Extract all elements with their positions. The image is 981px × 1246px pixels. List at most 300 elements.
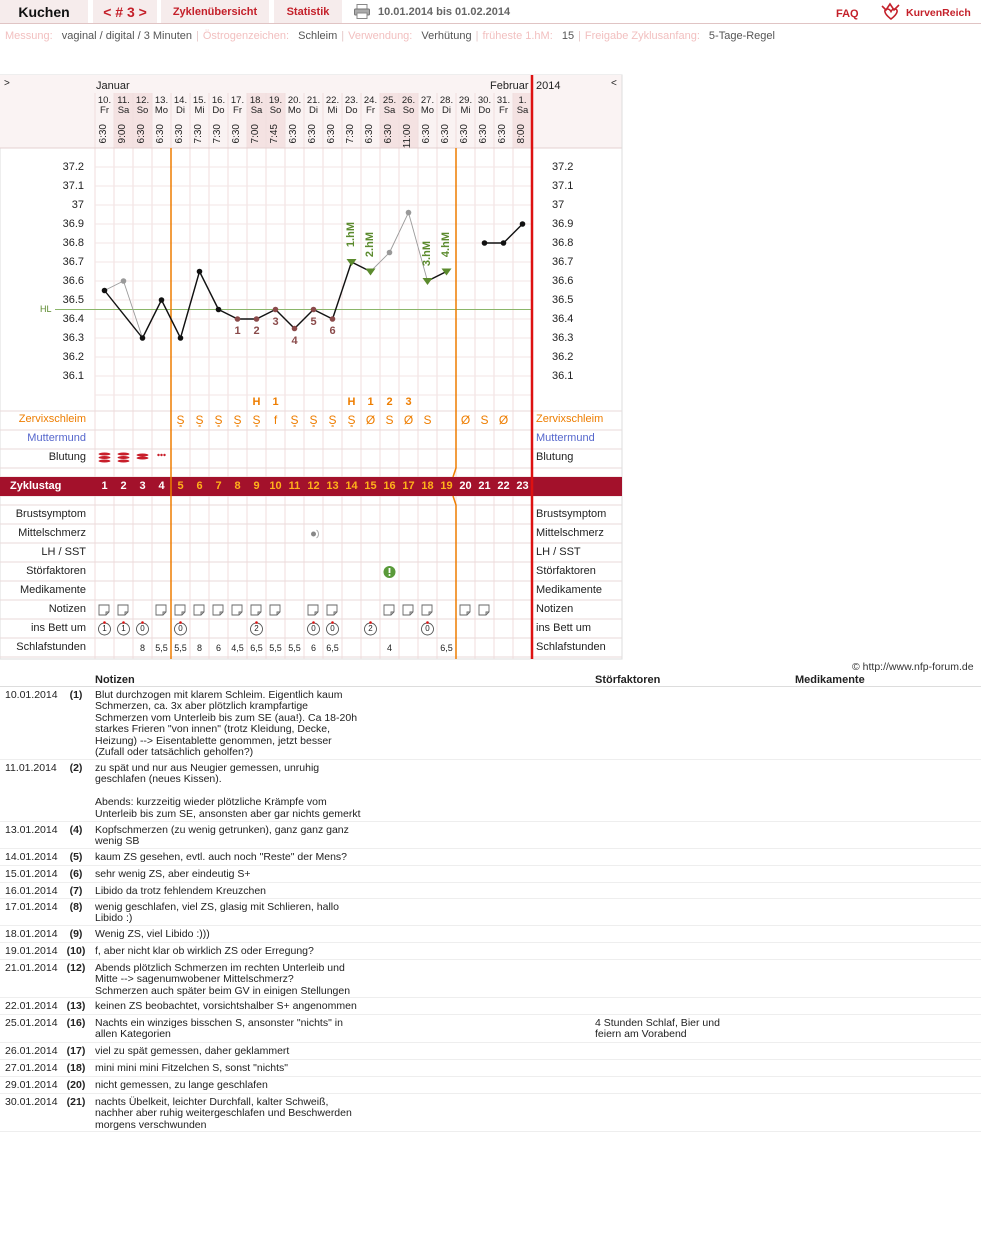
- note-icon-shape: [422, 605, 432, 615]
- note-text: Blut durchzogen mit klarem Schleim. Eigentlich kaum Schmerzen, ca. 3x aber plötzlich krampfartige Schmerzen vom Unterleib bis zum SE (aua!). Ca 18-20h starkes Frieren "von innen" (trotz Kleidung, Decke, Heizung) --> Eisentablette genommen, jetzt besser (Zufall oder tatsächlich geholfen?): [95, 689, 358, 759]
- cycle-day-number: 3: [139, 480, 146, 492]
- lower-measurement-label: 4: [291, 334, 298, 347]
- peak-day-mark: 1: [367, 396, 374, 408]
- y-tick-right: 36.8: [552, 237, 574, 249]
- note-date: 17.01.2014: [5, 901, 58, 913]
- note-cycle-day: (2): [69, 762, 83, 774]
- note-date: 29.01.2014: [5, 1079, 58, 1091]
- cycle-day-number: 14: [345, 480, 358, 492]
- note-icon: [479, 605, 489, 615]
- y-tick-left: 36.6: [62, 275, 84, 287]
- note-row: [0, 943, 981, 960]
- higher-measurement-label: 4.hM: [439, 231, 452, 257]
- row-label-brust: Brustsymptom: [15, 508, 86, 520]
- app-title: Kuchen: [18, 3, 70, 20]
- mucus-symbol: Ø: [460, 413, 471, 427]
- y-tick-right: 37.1: [552, 180, 574, 192]
- note-icon-shape: [232, 605, 242, 615]
- info-value: Verhütung: [418, 30, 472, 42]
- measure-time: 6:30: [459, 124, 470, 144]
- note-text: Kopfschmerzen (zu wenig getrunken), ganz ganz ganz wenig SB: [95, 824, 349, 848]
- temperature-point: [482, 240, 488, 246]
- cycle-nav[interactable]: < # 3 >: [93, 0, 157, 23]
- mucus-symbol: Ø: [498, 413, 509, 427]
- note-date: 19.01.2014: [5, 945, 58, 957]
- note-row: [0, 1060, 981, 1077]
- mucus-symbol: S̥: [309, 413, 318, 427]
- note-icon: [270, 605, 280, 615]
- note-icon: [403, 605, 413, 615]
- chart-nav-next[interactable]: <: [611, 78, 617, 89]
- notes-header: Notizen: [95, 674, 135, 686]
- day-date: 15.: [192, 95, 207, 106]
- sleep-hours: 6: [215, 643, 221, 653]
- y-tick-right: 36.3: [552, 332, 574, 344]
- row-label-bett: ins Bett um: [30, 622, 86, 634]
- day-weekday: Di: [176, 105, 185, 116]
- day-date: 1.: [518, 95, 527, 106]
- note-icon-shape: [156, 605, 166, 615]
- y-tick-left: 36.8: [62, 237, 84, 249]
- note-date: 18.01.2014: [5, 928, 58, 940]
- note-date: 10.01.2014: [5, 689, 58, 701]
- cycle-day-number: 19: [440, 480, 453, 492]
- day-date: 24.: [363, 95, 378, 106]
- sleep-hours: 4: [386, 643, 392, 653]
- day-date: 28.: [439, 95, 454, 106]
- temperature-point: [178, 335, 184, 341]
- day-weekday: Mo: [420, 105, 435, 116]
- note-icon-shape: [460, 605, 470, 615]
- row-label-lh: LH / SST: [41, 546, 86, 558]
- measure-time: 7:30: [345, 124, 356, 144]
- measure-time: 6:30: [497, 124, 508, 144]
- higher-measurement-label: 3.hM: [420, 241, 433, 267]
- measure-time: 6:30: [231, 124, 242, 144]
- note-text: f, aber nicht klar ob wirklich ZS oder Erregung?: [95, 945, 314, 957]
- note-icon-shape: [118, 605, 128, 615]
- temperature-point: [501, 240, 507, 246]
- sleep-hours: 5,5: [174, 643, 187, 653]
- note-icon: [422, 605, 432, 615]
- chart-frame: [0, 75, 622, 659]
- note-disturbance: 4 Stunden Schlaf, Bier und feiern am Vorabend: [595, 1017, 720, 1041]
- day-date: 14.: [173, 95, 188, 106]
- mucus-symbol: S̥: [328, 413, 337, 427]
- sleep-hours: 5,5: [155, 643, 168, 653]
- day-weekday: Do: [478, 105, 491, 116]
- day-weekday: Sa: [383, 105, 396, 116]
- temperature-point: [159, 297, 165, 303]
- measure-time: 7:30: [193, 124, 204, 144]
- note-row: [0, 883, 981, 899]
- cycle-day-number: 21: [478, 480, 491, 492]
- cycle-day-number: 22: [497, 480, 510, 492]
- day-date: 30.: [477, 95, 492, 106]
- cycle-day-number: 16: [383, 480, 396, 492]
- info-value: 15: [558, 30, 575, 42]
- note-icon: [99, 605, 109, 615]
- note-cycle-day: (12): [66, 962, 86, 974]
- day-date: 31.: [496, 95, 511, 106]
- day-weekday: So: [402, 105, 415, 116]
- note-cycle-day: (10): [66, 945, 86, 957]
- note-cycle-day: (21): [66, 1096, 86, 1108]
- note-cycle-day: (6): [69, 868, 83, 880]
- measure-time: 9:00: [117, 124, 128, 144]
- bleeding-medium-mark: [137, 454, 149, 457]
- note-icon-shape: [403, 605, 413, 615]
- cycle-day-number: 20: [459, 480, 472, 492]
- row-label-right-schlaf: Schlafstunden: [536, 641, 606, 653]
- mucus-symbol: S̥: [233, 413, 242, 427]
- note-icon-shape: [327, 605, 337, 615]
- row-label-stoer: Störfaktoren: [26, 565, 86, 577]
- y-tick-left: 36.4: [62, 313, 84, 325]
- peak-day-mark: H: [347, 396, 356, 408]
- temperature-point: [292, 326, 298, 332]
- note-row: [0, 1015, 981, 1043]
- mittelschmerz-icon: [311, 532, 316, 537]
- sleep-hours: 4,5: [231, 643, 244, 653]
- info-value: vaginal / digital / 3 Minuten: [58, 30, 193, 42]
- note-icon: [327, 605, 337, 615]
- cycle-day-number: 7: [215, 480, 222, 492]
- faq-link[interactable]: FAQ: [836, 8, 859, 20]
- bedtime-value: 2: [368, 624, 373, 633]
- day-weekday: Fr: [233, 105, 242, 116]
- sleep-hours: 5,5: [269, 643, 282, 653]
- bedtime-value: 0: [425, 624, 430, 633]
- temperature-point: [254, 316, 260, 322]
- day-weekday: Mi: [327, 105, 338, 116]
- day-weekday: Di: [442, 105, 451, 116]
- measure-time: 6:30: [421, 124, 432, 144]
- info-value: Schleim: [295, 30, 338, 42]
- temperature-point: [520, 221, 526, 227]
- mucus-symbol: f: [273, 413, 278, 427]
- note-text: kaum ZS gesehen, evtl. auch noch "Reste" der Mens?: [95, 851, 348, 863]
- medi-header: Medikamente: [795, 674, 865, 686]
- measure-time: 6:30: [98, 124, 109, 144]
- day-date: 29.: [458, 95, 473, 106]
- day-weekday: Mo: [154, 105, 169, 116]
- sleep-hours: 5,5: [288, 643, 301, 653]
- temperature-point: [311, 307, 317, 313]
- note-cycle-day: (20): [66, 1079, 86, 1091]
- note-cycle-day: (13): [66, 1000, 86, 1012]
- day-date: 17.: [230, 95, 245, 106]
- temperature-point: [121, 278, 127, 284]
- tab-cycle-overview[interactable]: Zyklenübersicht: [161, 0, 269, 23]
- bedtime-value: 1: [102, 624, 107, 633]
- y-tick-left: 36.1: [62, 370, 84, 382]
- bedtime-value: 0: [178, 624, 183, 633]
- note-row: [0, 866, 981, 883]
- lower-measurement-label: 2: [253, 325, 260, 337]
- day-weekday: Do: [345, 105, 358, 116]
- cycle-day-number: 18: [421, 480, 434, 492]
- mucus-symbol: S: [423, 413, 432, 427]
- y-tick-right: 36.4: [552, 313, 574, 325]
- note-icon: [308, 605, 318, 615]
- y-tick-right: 36.5: [552, 294, 574, 306]
- stoer-header: Störfaktoren: [595, 674, 661, 686]
- lower-measurement-label: 5: [310, 315, 317, 328]
- note-icon-shape: [308, 605, 318, 615]
- y-tick-left: 36.3: [62, 332, 84, 344]
- mucus-symbol: Ø: [403, 413, 414, 427]
- note-icon-shape: [175, 605, 185, 615]
- note-text: Abends plötzlich Schmerzen im rechten Unterleib und Mitte --> sagenumwobener Mittelschmerz? Schmerzen auch später beim GV in einigen Stellungen: [95, 962, 351, 997]
- cover-line-label: HL: [40, 303, 52, 314]
- measure-time: 6:30: [288, 124, 299, 144]
- bedtime-value: 1: [121, 624, 126, 633]
- row-label-right-medi: Medikamente: [536, 584, 603, 596]
- y-tick-right: 36.7: [552, 256, 574, 268]
- bedtime-value: 0: [140, 624, 145, 633]
- day-weekday: Sa: [117, 105, 130, 116]
- month-end-label: Februar: [490, 80, 529, 92]
- note-icon-shape: [384, 605, 394, 615]
- day-weekday: So: [269, 105, 282, 116]
- note-text: zu spät und nur aus Neugier gemessen, unruhig geschlafen (neues Kissen). Abends: kurzzeitig wieder plötzliche Krämpfe vom Unterleib bis zum SE, ansonsten aber gar nichts gemerkt: [95, 762, 361, 820]
- peak-day-mark: H: [252, 396, 261, 408]
- cycle-day-number: 13: [326, 480, 339, 492]
- day-date: 11.: [117, 95, 130, 106]
- bleeding-heavy-mark: [99, 453, 111, 456]
- note-row: [0, 1077, 981, 1094]
- date-range: 10.01.2014 bis 01.02.2014: [378, 6, 511, 18]
- note-text: wenig geschlafen, viel ZS, glasig mit Schlieren, hallo Libido :): [95, 901, 339, 925]
- row-label-blutung: Blutung: [48, 451, 86, 463]
- note-icon-shape: [270, 605, 280, 615]
- note-date: 25.01.2014: [5, 1017, 58, 1029]
- day-date: 13.: [154, 95, 169, 106]
- temperature-point: [216, 307, 222, 313]
- bleeding-spot-mark: [157, 454, 159, 456]
- measure-time: 7:00: [250, 124, 261, 144]
- note-text: Libido da trotz fehlendem Kreuzchen: [95, 885, 267, 897]
- higher-measurement-label: 1.hM: [344, 222, 357, 248]
- row-label-muttermund: Muttermund: [27, 432, 86, 444]
- note-icon-shape: [194, 605, 204, 615]
- cycle-day-number: 12: [307, 480, 320, 492]
- y-tick-right: 37.2: [552, 161, 574, 173]
- row-label-right-zervix: Zervixschleim: [536, 413, 604, 425]
- note-date: 15.01.2014: [5, 868, 58, 880]
- mucus-symbol: S̥: [347, 413, 356, 427]
- day-date: 16.: [211, 95, 226, 106]
- measure-time: 6:30: [326, 124, 337, 144]
- sleep-hours: 6,5: [250, 643, 263, 653]
- mucus-symbol: S̥: [290, 413, 299, 427]
- day-weekday: Fr: [100, 105, 109, 116]
- measure-time: 6:30: [364, 124, 375, 144]
- note-row: [0, 1094, 981, 1132]
- note-row: [0, 849, 981, 866]
- logo-text: KurvenReich: [906, 6, 971, 19]
- day-weekday: Di: [309, 105, 318, 116]
- day-date: 23.: [344, 95, 359, 106]
- y-tick-left: 37: [71, 199, 84, 211]
- note-text: viel zu spät gemessen, daher geklammert: [95, 1045, 290, 1057]
- cycle-day-number: 5: [177, 480, 184, 492]
- note-icon: [460, 605, 470, 615]
- note-icon: [156, 605, 166, 615]
- note-icon-shape: [479, 605, 489, 615]
- y-tick-left: 36.7: [62, 256, 84, 268]
- measure-time: 6:30: [174, 124, 185, 144]
- bedtime-value: 0: [311, 624, 316, 633]
- note-text: keinen ZS beobachtet, vorsichtshalber S+ angenommen: [95, 1000, 357, 1012]
- cycle-day-number: 9: [253, 480, 260, 492]
- cycle-day-number: 17: [402, 480, 415, 492]
- day-date: 26.: [401, 95, 416, 106]
- sleep-hours: 6,5: [326, 643, 339, 653]
- measure-time: 6:30: [136, 124, 147, 144]
- row-label-zyklustag: Zyklustag: [10, 480, 62, 492]
- bleeding-heavy-mark: [118, 460, 130, 463]
- cycle-day-number: 23: [516, 480, 529, 492]
- note-date: 14.01.2014: [5, 851, 58, 863]
- cycle-day-number: 4: [158, 480, 165, 492]
- info-key: Freigabe Zyklusanfang:: [584, 30, 700, 42]
- mucus-symbol: S̥: [252, 413, 261, 427]
- chart-nav-prev[interactable]: >: [4, 78, 10, 89]
- y-tick-left: 37.2: [62, 161, 84, 173]
- y-tick-right: 37: [552, 199, 565, 211]
- note-icon: [232, 605, 242, 615]
- cycle-day-number: 2: [120, 480, 127, 492]
- mucus-symbol: S̥: [214, 413, 223, 427]
- source-credit: © http://www.nfp-forum.de: [852, 661, 974, 673]
- note-date: 30.01.2014: [5, 1096, 58, 1108]
- temperature-point: [102, 288, 108, 294]
- row-label-right-notizen: Notizen: [536, 603, 574, 615]
- day-weekday: Sa: [516, 105, 529, 116]
- sleep-hours: 8: [196, 643, 202, 653]
- note-cycle-day: (5): [69, 851, 83, 863]
- note-row: [0, 960, 981, 998]
- day-date: 22.: [325, 95, 340, 106]
- temperature-point: [197, 269, 203, 275]
- note-cycle-day: (7): [69, 885, 83, 897]
- day-date: 18.: [249, 95, 264, 106]
- sleep-hours: 6: [310, 643, 316, 653]
- day-date: 10.: [97, 95, 112, 106]
- day-date: 27.: [420, 95, 435, 106]
- note-icon: [118, 605, 128, 615]
- lower-measurement-label: 1: [234, 325, 241, 337]
- note-icon-shape: [213, 605, 223, 615]
- bleeding-heavy-mark: [99, 456, 111, 459]
- day-weekday: So: [136, 105, 149, 116]
- note-text: nachts Übelkeit, leichter Durchfall, kalter Schweiß, nachher aber ruhig weitergeschlafen und Beschwerden morgens verschwunden: [95, 1096, 352, 1131]
- note-cycle-day: (16): [66, 1017, 86, 1029]
- row-label-notizen: Notizen: [48, 603, 86, 615]
- note-row: [0, 926, 981, 943]
- bedtime-value: 0: [330, 624, 335, 633]
- measure-time: 6:30: [155, 124, 166, 144]
- lower-measurement-label: 6: [329, 325, 336, 337]
- day-weekday: Fr: [499, 105, 508, 116]
- temperature-point: [235, 316, 241, 322]
- month-start-label: Januar: [96, 80, 130, 92]
- cycle-day-number: 11: [288, 480, 301, 492]
- temperature-point: [406, 210, 412, 216]
- measure-time: 6:30: [440, 124, 451, 144]
- peak-day-mark: 1: [272, 396, 279, 408]
- day-weekday: Fr: [366, 105, 375, 116]
- note-icon-shape: [251, 605, 261, 615]
- note-date: 26.01.2014: [5, 1045, 58, 1057]
- peak-day-mark: 3: [405, 396, 412, 408]
- temperature-point: [273, 307, 279, 313]
- cycle-day-number: 6: [196, 480, 203, 492]
- info-key: Messung:: [5, 30, 53, 42]
- row-label-right-bett: ins Bett um: [536, 622, 592, 634]
- row-label-right-brust: Brustsymptom: [536, 508, 607, 520]
- note-cycle-day: (18): [66, 1062, 86, 1074]
- note-cycle-day: (9): [69, 928, 83, 940]
- measure-time: 8:00: [516, 124, 527, 144]
- measure-time: 7:30: [212, 124, 223, 144]
- y-tick-left: 36.2: [62, 351, 84, 363]
- row-label-medi: Medikamente: [19, 584, 86, 596]
- day-weekday: Mo: [287, 105, 302, 116]
- row-label-mittel: Mittelschmerz: [18, 527, 86, 539]
- tab-statistics[interactable]: Statistik: [274, 0, 342, 23]
- measure-time: 6:30: [478, 124, 489, 144]
- row-label-schlaf: Schlafstunden: [16, 641, 86, 653]
- note-date: 27.01.2014: [5, 1062, 58, 1074]
- bleeding-medium-mark: [137, 457, 149, 460]
- note-text: sehr wenig ZS, aber eindeutig S+: [95, 868, 251, 880]
- note-icon: [384, 605, 394, 615]
- note-row: [0, 1043, 981, 1060]
- note-row: [0, 899, 981, 926]
- measure-time: 11:00: [402, 124, 413, 149]
- mucus-symbol: Ø: [365, 413, 376, 427]
- mucus-symbol: S: [385, 413, 394, 427]
- note-icon: [213, 605, 223, 615]
- cycle-day-number: 8: [234, 480, 241, 492]
- note-row: [0, 822, 981, 849]
- note-cycle-day: (4): [69, 824, 83, 836]
- bleeding-spot-mark: [160, 454, 162, 456]
- year-label: 2014: [536, 80, 561, 92]
- cycle-day-number: 10: [269, 480, 282, 492]
- row-label-zervix: Zervixschleim: [18, 413, 86, 425]
- mucus-symbol: S: [480, 413, 489, 427]
- disturbance-icon-bar: [389, 568, 391, 573]
- note-cycle-day: (1): [69, 689, 83, 701]
- bleeding-heavy-mark: [99, 460, 111, 463]
- mucus-symbol: S̥: [176, 413, 185, 427]
- disturbance-icon-dot: [389, 574, 391, 576]
- temperature-point: [330, 316, 336, 322]
- note-row: [0, 998, 981, 1015]
- info-key: früheste 1.hM:: [482, 30, 553, 42]
- cycle-day-number: 15: [364, 480, 377, 492]
- note-date: 13.01.2014: [5, 824, 58, 836]
- y-tick-right: 36.1: [552, 370, 574, 382]
- sleep-hours: 6,5: [440, 643, 453, 653]
- day-date: 21.: [306, 95, 321, 106]
- cycle-day-number: 1: [101, 480, 108, 492]
- y-tick-left: 36.5: [62, 294, 84, 306]
